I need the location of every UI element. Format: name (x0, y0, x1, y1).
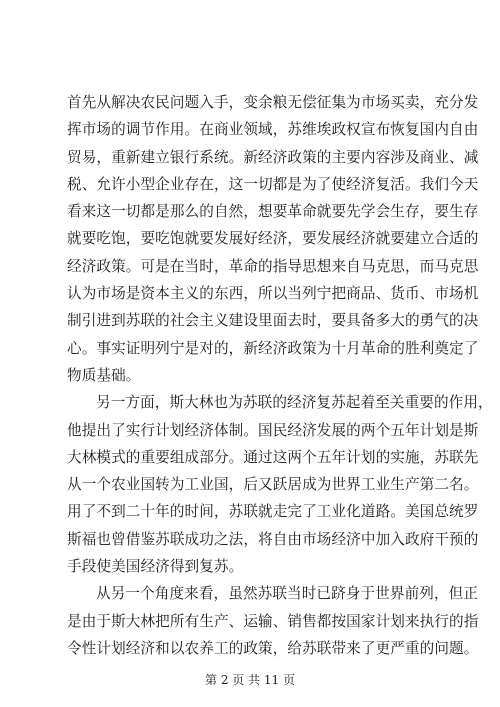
body-text (67, 89, 493, 662)
text-line: 挥市场的调节作用。在商业领域，苏维埃政权宣布恢复国内自由 (67, 121, 479, 139)
text-line: 经济政策。可是在当时，革命的指导思想来自马克思，而马克思 (67, 257, 479, 275)
text-line: 用了不到二十年的时间，苏联就走完了工业化道路。美国总统罗 (67, 503, 479, 521)
text-line: 就要吃饱，要吃饱就要发展好经济，要发展经济就要建立合适的 (67, 230, 479, 248)
text-line: 另一方面，斯大林也为苏联的经济复苏起着至关重要的作用， (96, 394, 493, 412)
text-line: 看来这一切都是那么的自然，想要革命就要先学会生存，要生存 (67, 203, 479, 221)
text-line: 认为市场是资本主义的东西，所以当列宁把商品、货币、市场机 (67, 285, 479, 303)
text-line: 从另一个角度来看，虽然苏联当时已跻身于世界前列，但正 (96, 585, 479, 603)
text-line: 斯福也曾借鉴苏联成功之法，将自由市场经济中加入政府干预的 (67, 530, 479, 548)
text-line: 从一个农业国转为工业国，后又跃居成为世界工业生产第二名。 (67, 476, 479, 494)
text-line: 大林模式的重要组成部分。通过这两个五年计划的实施，苏联先 (67, 448, 479, 466)
text-line: 他提出了实行计划经济体制。国民经济发展的两个五年计划是斯 (67, 421, 479, 439)
text-line: 贸易，重新建立银行系统。新经济政策的主要内容涉及商业、减 (67, 148, 479, 166)
text-line: 是由于斯大林把所有生产、运输、销售都按国家计划来执行的指 (67, 612, 479, 630)
text-line: 手段使美国经济得到复苏。 (67, 558, 244, 576)
text-line: 令性计划经济和以农养工的政策，给苏联带来了更严重的问题。 (67, 639, 479, 657)
page-footer: 第 2 页 共 11 页 (205, 673, 295, 687)
text-line: 制引进到苏联的社会主义建设里面去时，要具备多大的勇气的决 (67, 312, 479, 330)
text-line: 心。事实证明列宁是对的，新经济政策为十月革命的胜利奠定了 (67, 339, 479, 357)
text-line: 税、允许小型企业存在，这一切都是为了使经济复活。我们今天 (67, 175, 479, 193)
text-line: 物质基础。 (67, 366, 141, 384)
text-line: 首先从解决农民问题入手，变余粮无偿征集为市场买卖，充分发 (67, 94, 479, 111)
